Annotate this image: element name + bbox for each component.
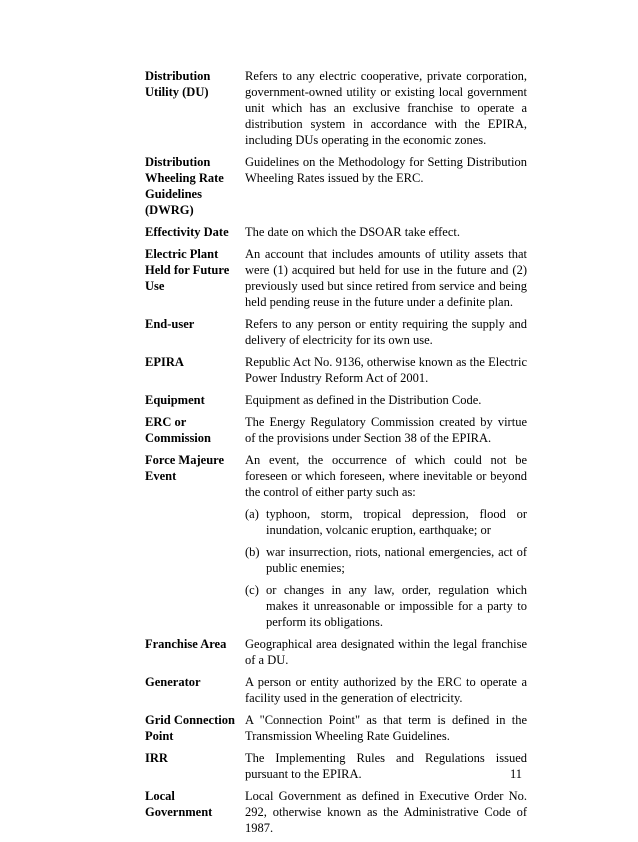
sub-item-text: war insurrection, riots, national emergencies, act of public enemies; — [266, 545, 527, 575]
definition-term: Force Majeure Event — [145, 453, 225, 483]
definition-text: The Implementing Rules and Regulations issued pursuant to the EPIRA. — [245, 751, 527, 781]
definition-entry — [145, 392, 530, 408]
definitions-list — [145, 68, 530, 842]
definition-text: Local Government as defined in Executive Order No. 292, otherwise known as the Administrative Code of 1987. — [245, 789, 527, 835]
sub-item-marker: (a) — [245, 507, 259, 521]
definition-entry — [145, 452, 530, 630]
definition-term: Generator — [145, 675, 201, 689]
sub-item — [245, 582, 527, 630]
definition-term: ERC or Commission — [145, 415, 211, 445]
definition-text: Equipment as defined in the Distribution Code. — [245, 393, 482, 407]
definition-text: The Energy Regulatory Commission created by virtue of the provisions under Section 38 of the EPIRA. — [245, 415, 527, 445]
definition-entry — [145, 224, 530, 240]
sub-item — [245, 506, 527, 538]
definition-entry — [145, 354, 530, 386]
definition-entry — [145, 68, 530, 148]
sub-item-text: or changes in any law, order, regulation which makes it unreasonable or impossible for a party to perform its obligations. — [266, 583, 527, 629]
definition-term: Distribution Utility (DU) — [145, 69, 211, 99]
sub-item — [245, 544, 527, 576]
definition-text: An account that includes amounts of utility assets that were (1) acquired but held for use in the future and (2) previously used but since retired from service and being held pending reuse in the future under a definite plan. — [245, 247, 527, 309]
definition-entry — [145, 674, 530, 706]
definition-term: End-user — [145, 317, 195, 331]
definition-text: A person or entity authorized by the ERC to operate a facility used in the generation of electricity. — [245, 675, 527, 705]
definition-term: Electric Plant Held for Future Use — [145, 247, 230, 293]
definition-entry — [145, 414, 530, 446]
sub-item-marker: (c) — [245, 583, 259, 597]
definition-term: Grid Connection Point — [145, 713, 235, 743]
definition-term: EPIRA — [145, 355, 184, 369]
definition-entry — [145, 246, 530, 310]
definition-text: The date on which the DSOAR take effect. — [245, 225, 460, 239]
sub-item-marker: (b) — [245, 545, 260, 559]
definition-text: Geographical area designated within the legal franchise of a DU. — [245, 637, 527, 667]
definition-entry — [145, 154, 530, 218]
definition-term: Effectivity Date — [145, 225, 229, 239]
definition-text: Republic Act No. 9136, otherwise known as the Electric Power Industry Reform Act of 2001. — [245, 355, 527, 385]
definition-term: Franchise Area — [145, 637, 227, 651]
definition-entry — [145, 636, 530, 668]
definition-term: Local Government — [145, 789, 213, 819]
definition-entry — [145, 788, 530, 836]
definition-text: An event, the occurrence of which could not be foreseen or which foreseen, where inevitable or beyond the control of either party such as: — [245, 453, 527, 499]
definition-text: Guidelines on the Methodology for Setting Distribution Wheeling Rates issued by the ERC. — [245, 155, 527, 185]
definition-entry — [145, 712, 530, 744]
definition-block — [245, 452, 527, 630]
definition-term: Distribution Wheeling Rate Guidelines (DWRG) — [145, 155, 224, 217]
definition-text: A "Connection Point" as that term is defined in the Transmission Wheeling Rate Guidelines. — [245, 713, 527, 743]
definition-term: Equipment — [145, 393, 205, 407]
definition-term: IRR — [145, 751, 168, 765]
definition-text: Refers to any electric cooperative, private corporation, government-owned utility or existing local government unit which has an exclusive franchise to operate a distribution system in accordance with the EPIRA, including DUs operating in the economic zones. — [245, 69, 527, 147]
definition-entry — [145, 750, 530, 782]
sub-item-text: typhoon, storm, tropical depression, flood or inundation, volcanic eruption, earthquake; or — [266, 507, 527, 537]
page-number: 11 — [510, 767, 523, 781]
definition-entry — [145, 316, 530, 348]
definition-text: Refers to any person or entity requiring the supply and delivery of electricity for its own use. — [245, 317, 527, 347]
